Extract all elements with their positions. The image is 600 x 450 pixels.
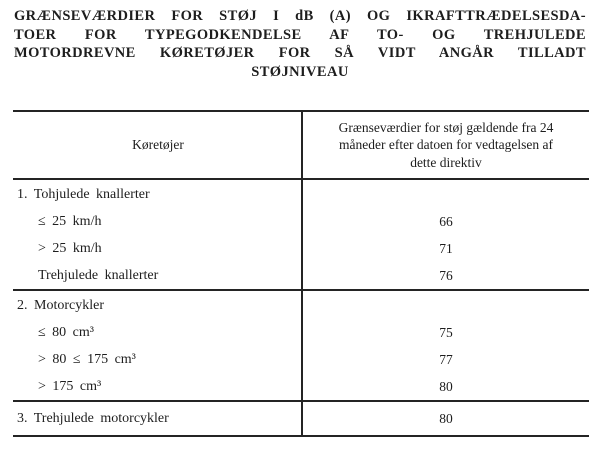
title-line: MOTORDREVNE KØRETØJER FOR SÅ VIDT ANGÅR TILLADT bbox=[14, 45, 586, 61]
section-heading: 2. Motorcykler bbox=[17, 297, 104, 313]
row-label: > 25 km/h bbox=[38, 240, 102, 256]
title-line: STØJNIVEAU bbox=[251, 63, 349, 80]
limits-header-line: Grænseværdier for støj gældende fra 24 bbox=[338, 119, 554, 135]
document-title bbox=[14, 7, 586, 81]
row-label: > 80 ≤ 175 cm³ bbox=[38, 351, 136, 367]
row-value: 71 bbox=[439, 240, 453, 256]
noise-limits-table bbox=[13, 110, 589, 437]
row-label: > 175 cm³ bbox=[38, 378, 102, 394]
limits-header-line: dette direktiv bbox=[410, 154, 482, 170]
row-value: 77 bbox=[439, 351, 453, 367]
row-value: 80 bbox=[439, 378, 453, 394]
row-value: 75 bbox=[439, 324, 453, 340]
limits-header-line: måneder efter datoen for vedtagelsen af bbox=[338, 137, 553, 153]
section-heading: 1. Tohjulede knallerter bbox=[17, 186, 150, 202]
row-value: 66 bbox=[439, 213, 453, 229]
title-line: TOER FOR TYPEGODKENDELSE AF TO- OG TREHJULEDE bbox=[14, 26, 586, 43]
row-label: Trehjulede knallerter bbox=[38, 267, 159, 283]
column-header-vehicles: Køretøjer bbox=[132, 137, 184, 152]
title-line: GRÆNSEVÆRDIER FOR STØJ I dB (A) OG IKRAFTTRÆDELSESDA- bbox=[14, 8, 586, 24]
row-value: 76 bbox=[439, 267, 453, 283]
row-label: ≤ 25 km/h bbox=[38, 213, 102, 229]
column-header-limits bbox=[303, 112, 589, 178]
column-divider bbox=[301, 112, 303, 435]
row-label: ≤ 80 cm³ bbox=[38, 324, 94, 340]
section-heading-value: 80 bbox=[439, 411, 453, 426]
section-heading: 3. Trehjulede motorcykler bbox=[17, 411, 169, 426]
